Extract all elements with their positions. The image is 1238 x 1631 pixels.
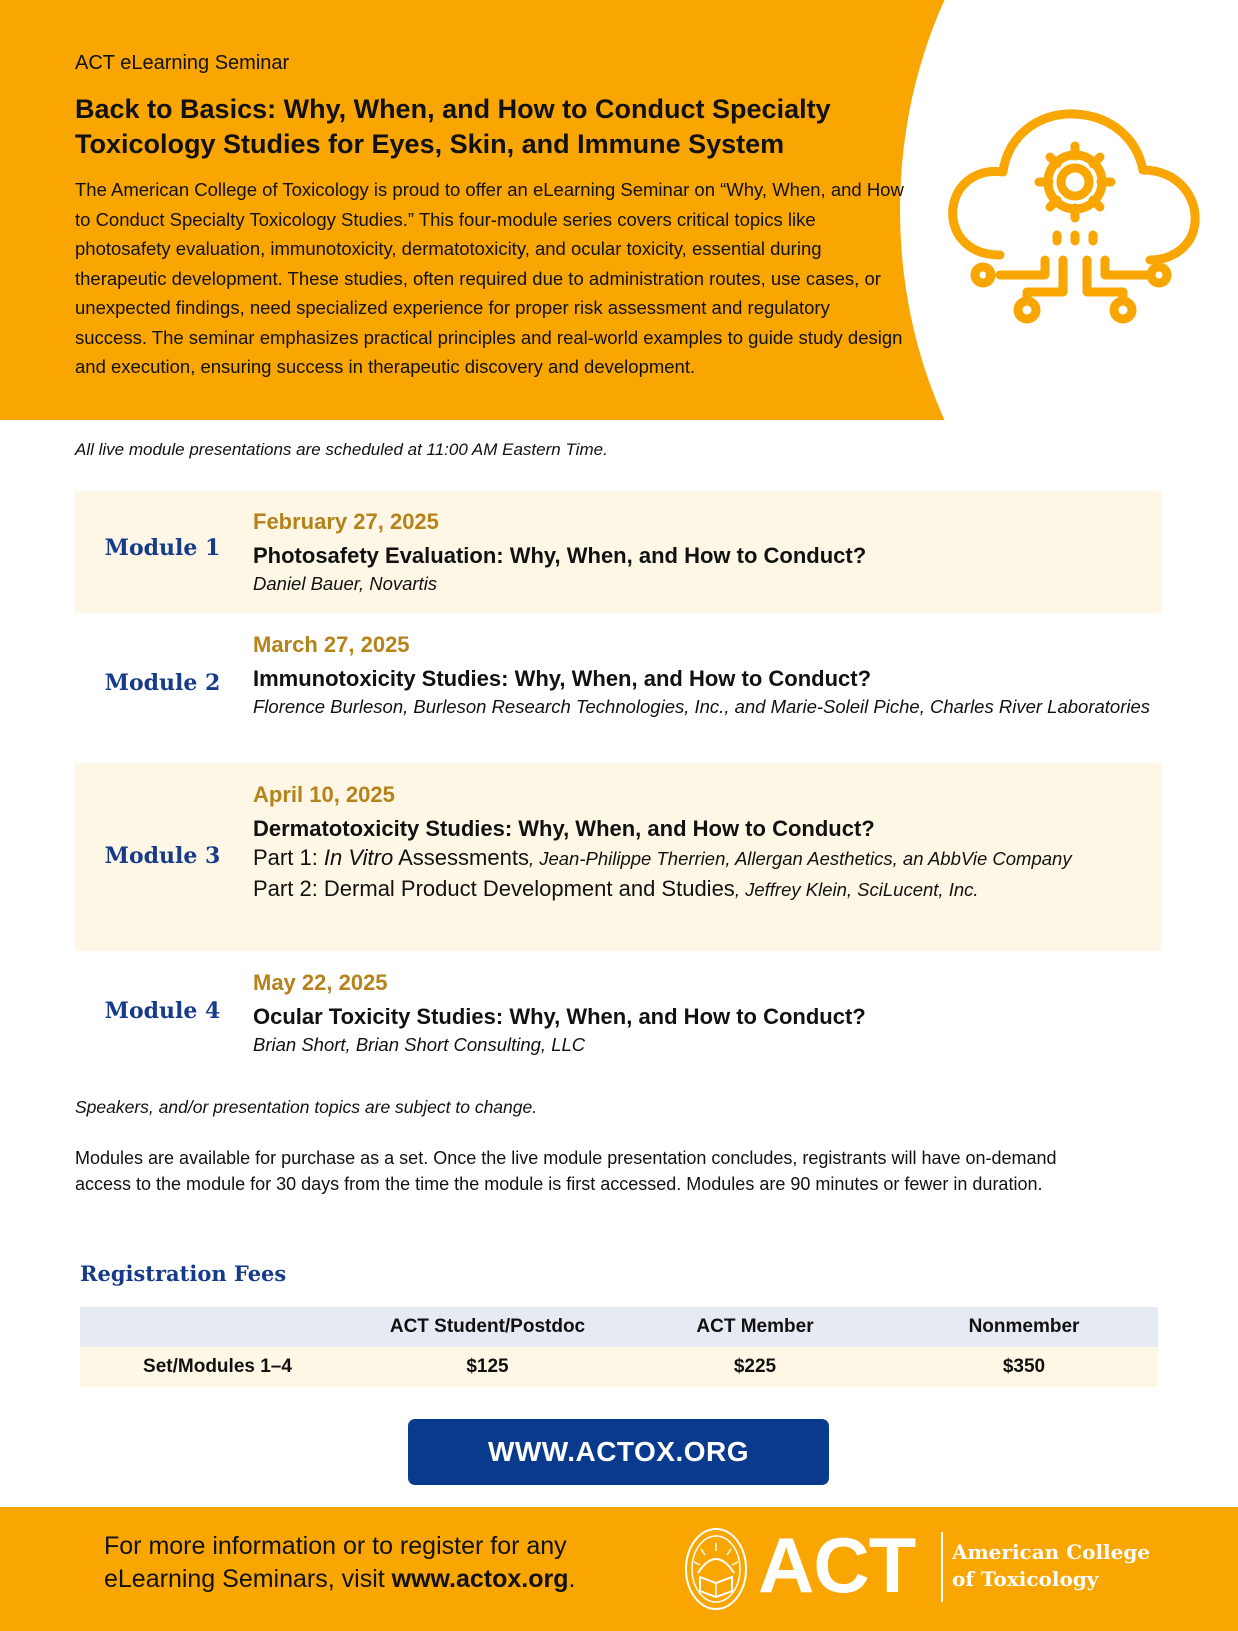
footer-text-suffix: . — [568, 1565, 576, 1593]
footer-text-prefix: For more information or to register for any eLearning Seminars, visit — [104, 1532, 567, 1593]
module-3-title: Dermatotoxicity Studies: Why, When, and How to Conduct? — [253, 816, 875, 841]
module-2-speakers: Florence Burleson, Burleson Research Technologies, Inc., and Marie-Soleil Piche, Charles River Laboratories — [253, 696, 1151, 717]
website-button[interactable]: WWW.ACTOX.ORG — [408, 1419, 829, 1485]
module-2-row — [75, 613, 1162, 763]
module-1-label: Module 1 — [104, 535, 221, 561]
module-3-part-1-italic: In Vitro — [323, 845, 394, 870]
footer-info-text — [104, 1530, 664, 1596]
module-3-part-1 — [253, 844, 1152, 872]
fees-row-label: Set/Modules 1–4 — [80, 1347, 355, 1387]
seminar-eyebrow: ACT eLearning Seminar — [75, 52, 290, 74]
seminar-title: Back to Basics: Why, When, and How to Conduct Specialty Toxicology Studies for Eyes, Skin, and Immune System — [75, 94, 831, 159]
registration-fees-heading: Registration Fees — [80, 1261, 287, 1286]
act-logo-name — [952, 1539, 1150, 1593]
module-1-date: February 27, 2025 — [253, 509, 439, 534]
module-3-part-1-suffix: Assessments — [393, 845, 529, 870]
module-2-date: March 27, 2025 — [253, 632, 410, 657]
logo-divider — [941, 1532, 943, 1602]
act-logo-mark: ACT — [758, 1521, 916, 1609]
cloud-gear-circuit-icon — [945, 100, 1205, 345]
schedule-note: All live module presentations are scheduled at 11:00 AM Eastern Time. — [75, 440, 608, 459]
module-3-label: Module 3 — [104, 843, 221, 869]
module-1-content — [253, 507, 1152, 597]
seminar-description: The American College of Toxicology is proud to offer an eLearning Seminar on “Why, When, and How to Conduct Specialty Toxicology Studies.” This four-module series covers critical topics like photosafety evaluation, immunotoxicity, dermatotoxicity, and ocular toxicity, essential during therapeutic development. These studies, often required due to administration routes, use cases, or unexpected findings, need specialized experience for proper risk assessment and regulatory success. The seminar emphasizes practical principles and real-world examples to guide study design and execution, ensuring success in therapeutic discovery and development. — [75, 179, 904, 377]
registration-fees-table — [80, 1307, 1158, 1387]
act-logo-line-2: of Toxicology — [952, 1567, 1099, 1591]
fees-student-price: $125 — [355, 1347, 620, 1387]
fees-header-member: ACT Member — [620, 1307, 890, 1347]
module-3-part-1-speakers: , Jean-Philippe Therrien, Allergan Aesthetics, an AbbVie Company — [528, 848, 1072, 869]
module-2-label: Module 2 — [104, 670, 221, 696]
act-seal-icon — [683, 1525, 749, 1613]
fees-nonmember-price: $350 — [890, 1347, 1158, 1387]
footer-link[interactable]: www.actox.org — [391, 1565, 569, 1593]
module-3-part-2-title: Part 2: Dermal Product Development and Studies — [253, 876, 735, 901]
module-4-speakers: Brian Short, Brian Short Consulting, LLC — [253, 1034, 586, 1055]
module-3-part-1-prefix: Part 1: — [253, 845, 324, 870]
change-note: Speakers, and/or presentation topics are subject to change. — [75, 1097, 538, 1117]
module-2-title: Immunotoxicity Studies: Why, When, and How to Conduct? — [253, 666, 872, 691]
availability-text: Modules are available for purchase as a set. Once the live module presentation concludes, registrants will have on-demand access to the module for 30 days from the time the module is first accessed. Modules are 90 minutes or fewer in duration. — [75, 1148, 1057, 1194]
fees-header-nonmember: Nonmember — [890, 1307, 1158, 1347]
fees-header-student: ACT Student/Postdoc — [355, 1307, 620, 1347]
module-4-date: May 22, 2025 — [253, 970, 388, 995]
module-3-row — [75, 763, 1162, 951]
fees-member-price: $225 — [620, 1347, 890, 1387]
module-1-row — [75, 491, 1162, 613]
fees-row — [80, 1347, 1158, 1387]
module-4-content — [253, 968, 1152, 1058]
module-4-label: Module 4 — [104, 998, 221, 1024]
fees-header-row — [80, 1307, 1158, 1347]
module-3-content — [253, 780, 1152, 903]
module-3-part-2 — [253, 875, 1152, 903]
module-4-row — [75, 951, 1162, 1073]
module-2-content — [253, 630, 1152, 720]
module-1-title: Photosafety Evaluation: Why, When, and How to Conduct? — [253, 543, 867, 568]
act-logo-line-1: American College — [952, 1540, 1151, 1564]
header-banner — [0, 0, 1238, 420]
module-1-speakers: Daniel Bauer, Novartis — [253, 573, 438, 594]
footer-banner — [0, 1507, 1238, 1631]
module-3-part-2-speakers: , Jeffrey Klein, SciLucent, Inc. — [734, 879, 979, 900]
module-3-date: April 10, 2025 — [253, 782, 395, 807]
fees-header-blank — [80, 1307, 355, 1347]
module-4-title: Ocular Toxicity Studies: Why, When, and How to Conduct? — [253, 1004, 866, 1029]
